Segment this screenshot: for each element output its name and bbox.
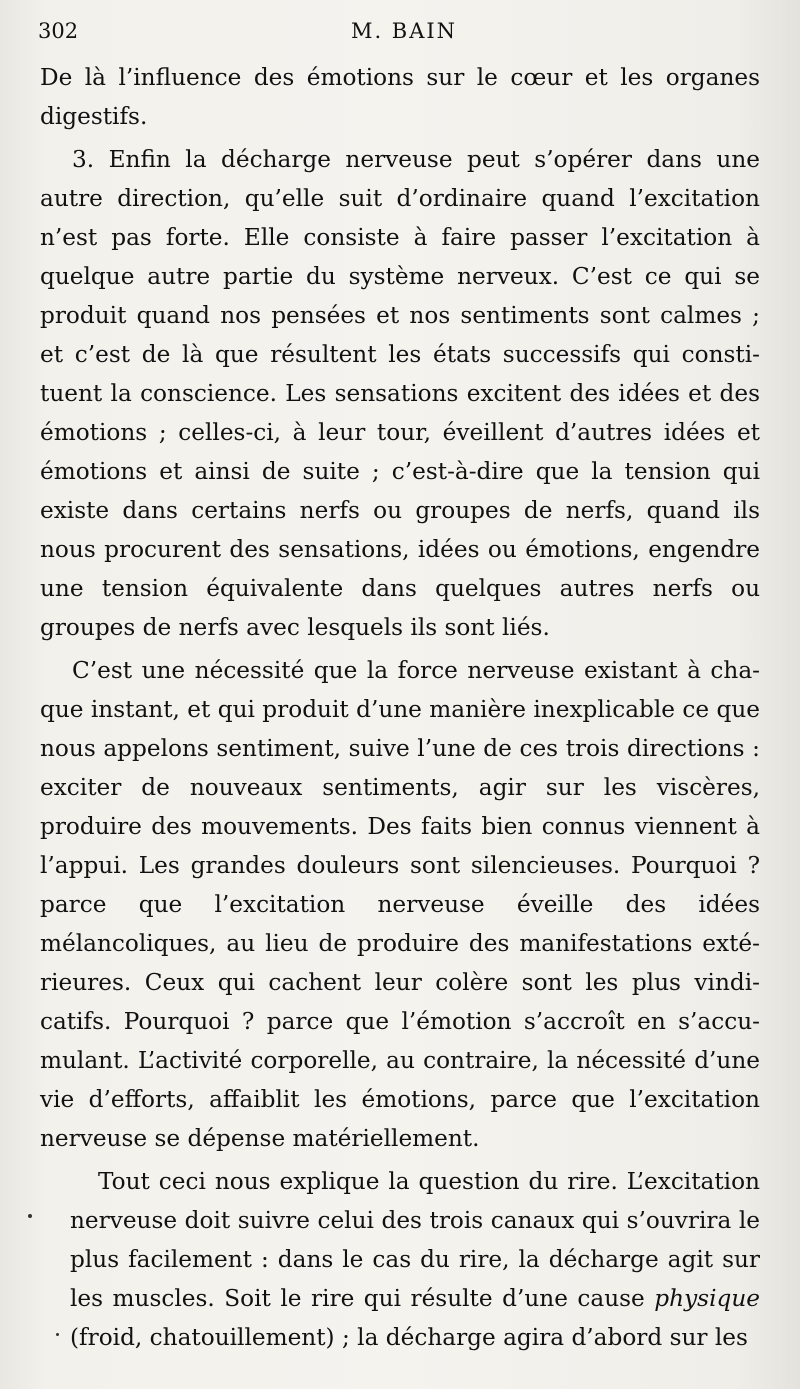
paragraph-4 bbox=[40, 1162, 760, 1357]
paragraph-4-text-after: (froid, chatouillement) ; la décharge agira d’abord sur les bbox=[70, 1324, 748, 1351]
paragraph-4-text-before: Tout ceci nous explique la question du rire. L’excitation nerveuse doit suivre celui des trois canaux qui s’ouvrira le plus facilement : dans le cas du rire, la décharge agit sur les muscles. Soit le rire qui résulte d’une cause bbox=[70, 1168, 760, 1312]
ink-speck bbox=[28, 1214, 32, 1218]
ink-speck bbox=[56, 1333, 59, 1336]
paragraph-4-italic-word: physique bbox=[654, 1285, 760, 1312]
paragraph-1: De là l’influence des émotions sur le cœur et les organes digestifs. bbox=[40, 64, 760, 130]
paragraph-3: C’est une nécessité que la force nerveuse existant à chaque instant, et qui produit d’une manière inexplicable ce que nous appelons sentiment, suive l’une de ces trois directions : exciter de nouveaux sentiments, agir sur les viscères, produire des mouvements. Des faits bien connus viennent à l’appui. Les grandes douleurs sont silencieuses. Pourquoi ? parce que l’excitation nerveuse éveille des idées mélancoliques, au lieu de produire des manifestations extérieures. Ceux qui cachent leur colère sont les plus vindicatifs. Pourquoi ? parce que l’émotion s’accroît en s’accumulant. L’activité corporelle, au contraire, la nécessité d’une vie d’efforts, affaiblit les émotions, parce que l’excitation nerveuse se dépense matériellement. bbox=[40, 657, 760, 1152]
page-number: 302 bbox=[38, 19, 79, 43]
paragraph-2: 3. Enfin la décharge nerveuse peut s’opérer dans une autre direction, qu’elle suit d’ordinaire quand l’excitation n’est pas forte. Elle consiste à faire passer l’excitation à quelque autre partie du système nerveux. C’est ce qui se produit quand nos pensées et nos sentiments sont calmes ; et c’est de là que résultent les états successifs qui constituent la conscience. Les sensations excitent des idées et des émotions ; celles-ci, à leur tour, éveillent d’autres idées et émotions et ainsi de suite ; c’est-à-dire que la tension qui existe dans certains nerfs ou groupes de nerfs, quand ils nous procurent des sensations, idées ou émotions, engendre une tension équivalente dans quelques autres nerfs ou groupes de nerfs avec lesquels ils sont liés. bbox=[40, 146, 760, 641]
body-text bbox=[40, 58, 760, 1361]
page-header bbox=[38, 14, 770, 48]
running-head: M. BAIN bbox=[350, 19, 458, 43]
